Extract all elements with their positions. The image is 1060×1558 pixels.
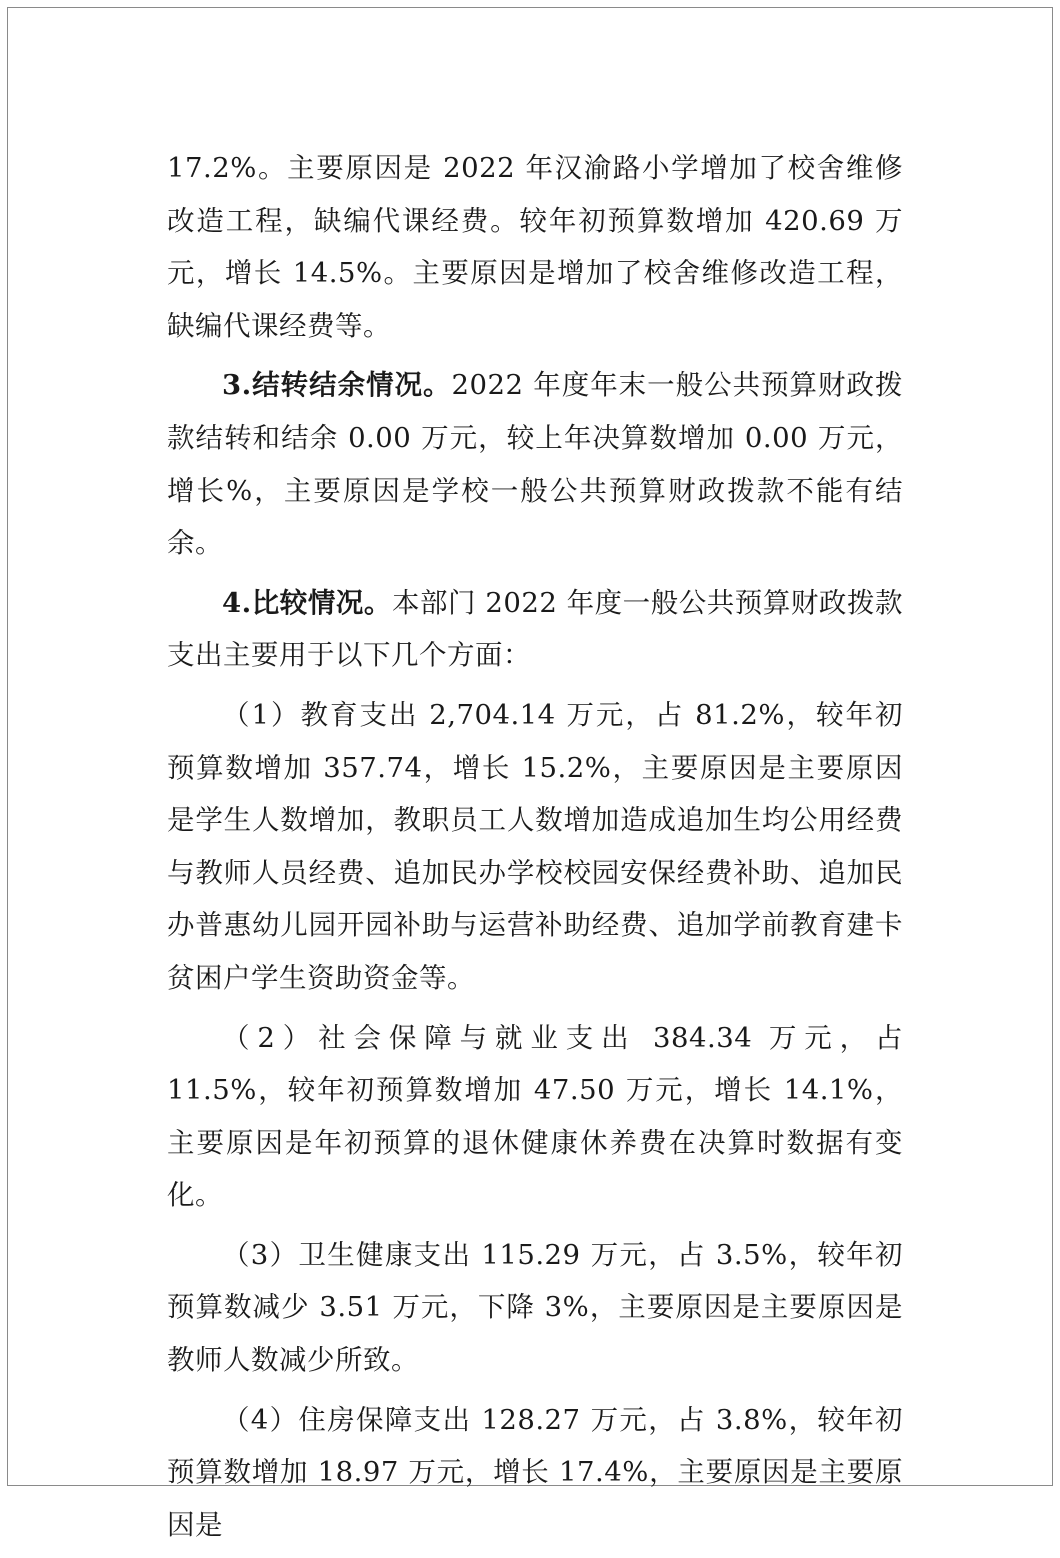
paragraph-text: 17.2%。主要原因是 2022 年汉渝路小学增加了校舍维修改造工程，缺编代课经费。较年初预算数增加 420.69 万元，增长 14.5%。主要原因是增加了校舍维修改造工程，缺编代课经费等。	[167, 152, 903, 342]
paragraph-housing	[167, 1394, 903, 1552]
paragraph-text: （3）卫生健康支出 115.29 万元，占 3.5%，较年初预算数减少 3.51 万元，下降 3%，主要原因是主要原因是教师人数减少所致。	[167, 1238, 903, 1377]
section-heading: 4.比较情况。	[222, 586, 392, 619]
paragraph-text: （4）住房保障支出 128.27 万元，占 3.8%，较年初预算数增加 18.97 万元，增长 17.4%，主要原因是主要原因是	[167, 1403, 903, 1541]
paragraph-carryover	[167, 359, 903, 569]
paragraph-text: 2022 年度年末一般公共预算财政拨款结转和结余 0.00 万元，较上年决算数增加 0.00 万元，增长%，主要原因是学校一般公共预算财政拨款不能有结余。	[167, 369, 903, 560]
document-page	[7, 7, 1053, 1541]
paragraph-text: （1）教育支出 2,704.14 万元，占 81.2%，较年初预算数增加 357.74，增长 15.2%，主要原因是主要原因是学生人数增加，教职员工人数增加造成追加生均公用经费与教师人员经费、追加民办学校校园安保经费补助、追加民办普惠幼儿园开园补助与运营补助经费、追加学前教育建卡贫困户学生资助资金等。	[167, 698, 903, 994]
paragraph-comparison	[167, 577, 903, 682]
paragraph-text: 本部门 2022 年度一般公共预算财政拨款支出主要用于以下几个方面：	[167, 586, 903, 672]
paragraph-text: （2）社会保障与就业支出 384.34 万元，占 11.5%，较年初预算数增加 47.50 万元，增长 14.1%，主要原因是年初预算的退休健康休养费在决算时数据有变化。	[167, 1021, 903, 1212]
document-body	[167, 142, 903, 1558]
paragraph-continued	[167, 142, 903, 352]
section-heading: 3.结转结余情况。	[222, 369, 452, 402]
paragraph-education	[167, 689, 903, 1005]
paragraph-social-security	[167, 1012, 903, 1222]
paragraph-health	[167, 1229, 903, 1387]
